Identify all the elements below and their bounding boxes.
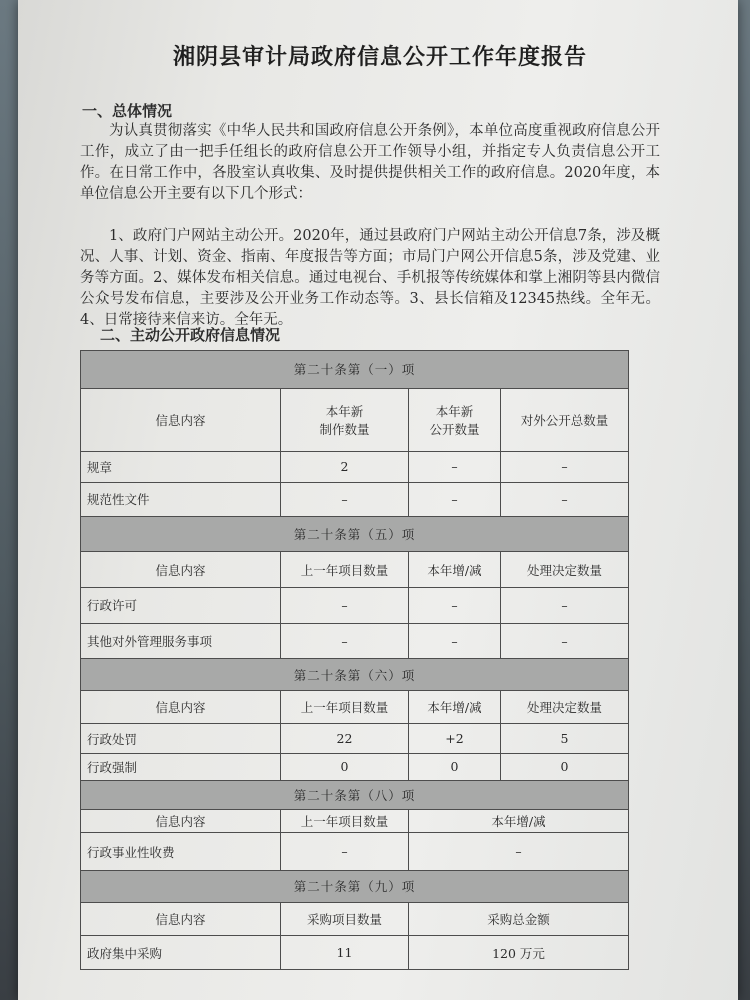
column-header: 信息内容 [81, 552, 281, 588]
table-row [81, 451, 629, 482]
cell-value: – [501, 483, 629, 517]
cell-value: – [501, 451, 629, 482]
cell-value: 120 万元 [409, 936, 629, 970]
cell-value: +2 [409, 724, 501, 753]
row-label: 行政事业性收费 [81, 833, 281, 871]
table-row [81, 623, 629, 659]
table-row [81, 724, 629, 753]
column-header: 处理决定数量 [501, 690, 629, 724]
column-header: 上一年项目数量 [281, 552, 409, 588]
cell-value: – [281, 833, 409, 871]
column-header: 上一年项目数量 [281, 810, 409, 833]
cell-value: – [501, 623, 629, 659]
column-header-line: 本年新 [435, 403, 474, 419]
cell-value: – [281, 623, 409, 659]
column-header: 本年增/减 [409, 810, 629, 833]
overview-paragraph-1: 为认真贯彻落实《中华人民共和国政府信息公开条例》，本单位高度重视政府信息公开工作，成立了由一把手任组长的政府信息公开工作领导小组，并指定专人负责信息公开工作。在日常工作中，各股室认真收集、及时提供提供相关工作的政府信息。2020年度，本单位信息公开主要有以下几个形式： [80, 123, 660, 202]
cell-value: 2 [281, 451, 409, 482]
row-label: 行政处罚 [81, 724, 281, 753]
column-header: 信息内容 [81, 690, 281, 724]
cell-value: – [409, 451, 501, 482]
table-row [81, 753, 629, 780]
page-title: 湘阴县审计局政府信息公开工作年度报告 [172, 44, 587, 70]
cell-value: – [409, 588, 501, 624]
overview-paragraph-2: 1、政府门户网站主动公开。2020年，通过县政府门户网站主动公开信息7条，涉及概况、人事、计划、资金、指南、年度报告等方面；市局门户网公开信息5条，涉及党建、业务等方面。2、媒体发布相关信息。通过电视台、手机报等传统媒体和掌上湘阴等县内微信公众号发布信息，主要涉及公开业务工作动态等。3、县长信箱及12345热线。全年无。4、日常接待来信来访。全年无。 [80, 228, 660, 328]
column-header-line: 制作数量 [319, 421, 370, 437]
section-title-20-6: 第二十条第（六）项 [81, 659, 629, 690]
cell-value: 5 [501, 724, 629, 753]
cell-value: – [409, 483, 501, 517]
column-header: 本年增/减 [409, 552, 501, 588]
section-title-20-8: 第二十条第（八）项 [81, 781, 629, 810]
section-heading-disclosure: 二、主动公开政府信息情况 [100, 326, 281, 344]
cell-value: – [409, 833, 629, 871]
disclosure-table [80, 350, 629, 970]
column-header: 采购总金额 [409, 902, 629, 936]
table-row [81, 833, 629, 871]
table-row [81, 936, 629, 970]
column-header-line: 本年新 [325, 403, 364, 419]
section-heading-overview: 一、总体情况 [82, 102, 173, 120]
cell-value: – [281, 483, 409, 517]
row-label: 其他对外管理服务事项 [81, 623, 281, 659]
table-row [81, 483, 629, 517]
column-header: 本年增/减 [409, 690, 501, 724]
column-header: 处理决定数量 [501, 552, 629, 588]
cell-value: – [501, 588, 629, 624]
column-header: 对外公开总数量 [501, 388, 629, 451]
column-header: 采购项目数量 [281, 902, 409, 936]
section-title-20-5: 第二十条第（五）项 [81, 516, 629, 552]
cell-value: 0 [501, 753, 629, 780]
column-header [281, 388, 409, 451]
table-row [81, 588, 629, 624]
cell-value: – [281, 588, 409, 624]
cell-value: – [409, 623, 501, 659]
section-title-20-9: 第二十条第（九）项 [81, 871, 629, 902]
column-header [409, 388, 501, 451]
section-title-20-1: 第二十条第（一）项 [81, 351, 629, 389]
column-header: 信息内容 [81, 902, 281, 936]
column-header-line: 公开数量 [429, 421, 480, 437]
row-label: 行政强制 [81, 753, 281, 780]
row-label: 规范性文件 [81, 483, 281, 517]
cell-value: 0 [409, 753, 501, 780]
column-header: 上一年项目数量 [281, 690, 409, 724]
row-label: 规章 [81, 451, 281, 482]
row-label: 政府集中采购 [81, 936, 281, 970]
cell-value: 0 [281, 753, 409, 780]
column-header: 信息内容 [81, 810, 281, 833]
column-header: 信息内容 [81, 388, 281, 451]
row-label: 行政许可 [81, 588, 281, 624]
cell-value: 11 [281, 936, 409, 970]
cell-value: 22 [281, 724, 409, 753]
